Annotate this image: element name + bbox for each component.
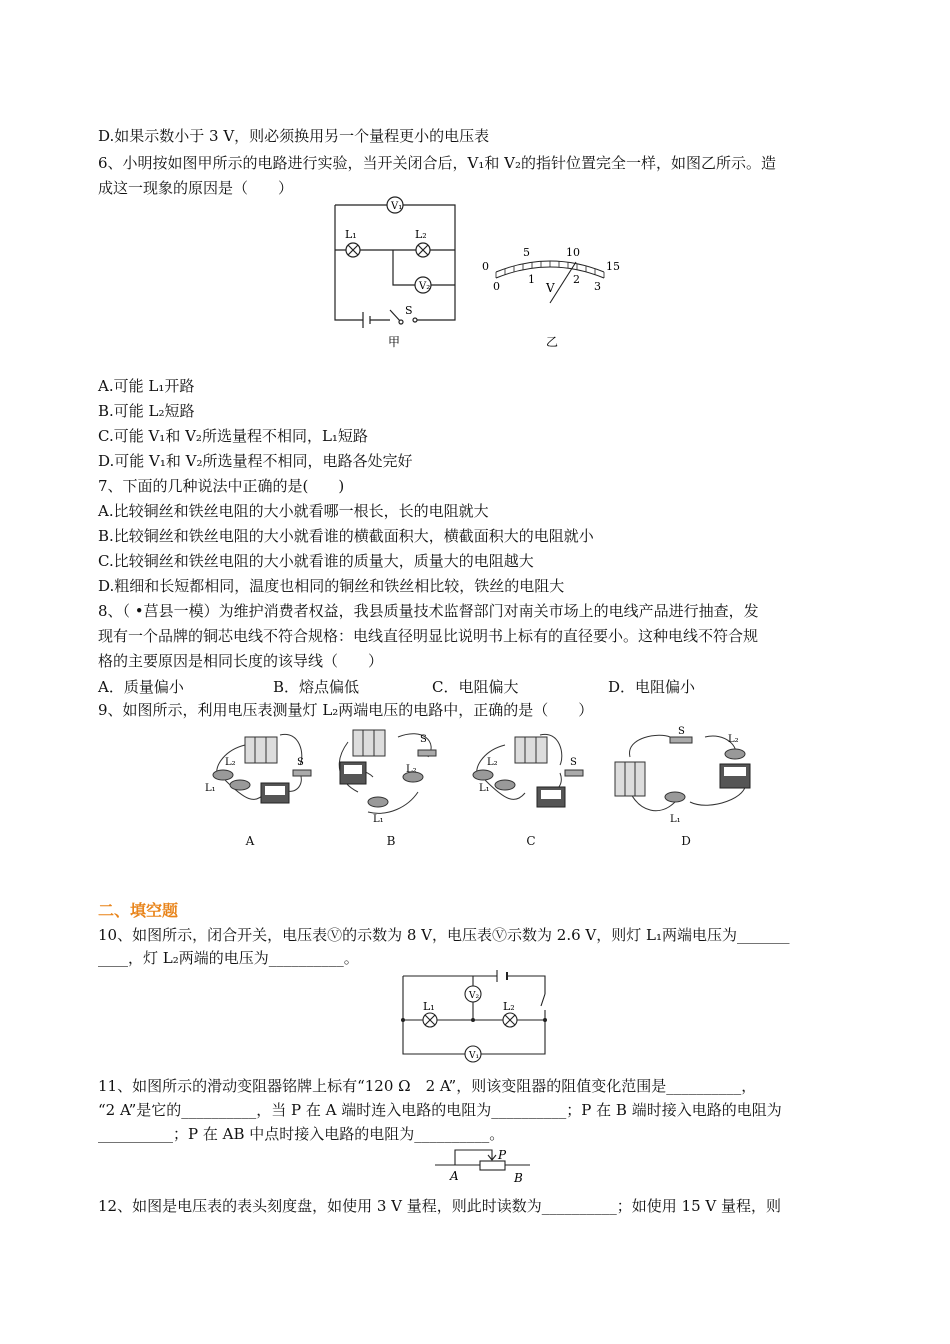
meter-inner-0: 0 [493,280,500,293]
q6-option-a: A.可能 L₁开路 [98,377,195,395]
q5-option-d: D.如果示数小于 3 V，则必须换用另一个量程更小的电压表 [98,127,490,145]
meter-outer-0: 0 [482,260,489,273]
fig9c-l2: L₂ [487,757,498,768]
q6-stem-2: 成这一现象的原因是（ ） [98,179,294,197]
q12-stem-1: 12、如图是电压表的表头刻度盘，如使用 3 V 量程，则此时读数为__________；如使用 15 V 量程，则 [98,1197,781,1215]
fig6-v1-label: V₁ [391,201,403,212]
fig9-circuit-a [205,725,330,825]
meter-inner-2: 2 [573,273,580,286]
meter-outer-15: 15 [606,260,620,273]
q9-stem: 9、如图所示，利用电压表测量灯 L₂两端电压的电路中，正确的是（ ） [98,701,594,719]
q11-stem-3: __________；P 在 AB 中点时接入电路的电阻为__________。 [98,1125,505,1143]
fig6-v2-label: V₂ [419,281,431,292]
fig11-a: A [450,1169,459,1183]
q7-option-b: B.比较铜丝和铁丝电阻的大小就看谁的横截面积大，横截面积大的电阻就小 [98,527,594,545]
fig9-caption-c: C [526,834,536,848]
fig11-p: P [498,1148,507,1162]
fig10-circuit [395,968,555,1063]
q10-stem-2: ____，灯 L₂两端的电压为__________。 [98,949,359,967]
q8-option-d: D．电阻偏小 [608,678,696,696]
q7-option-a: A.比较铜丝和铁丝电阻的大小就看哪一根长，长的电阻就大 [98,502,489,520]
section-heading-fill-blank: 二、填空题 [98,901,179,920]
fig6-l1-label: L₁ [345,228,357,241]
fig9b-l1: L₁ [373,814,384,825]
fig9-caption-d: D [681,834,691,848]
q8-stem-1: 8、（ •莒县一模）为维护消费者权益，我县质量技术监督部门对南关市场上的电线产品进行抽查，发 [98,602,759,620]
fig9d-l2: L₂ [728,734,739,745]
fig9c-s: S [570,757,577,768]
fig9-circuit-d [610,722,770,827]
q8-option-c: C．电阻偏大 [432,678,519,696]
q7-stem: 7、下面的几种说法中正确的是( ) [98,477,345,495]
q7-option-d: D.粗细和长短都相同，温度也相同的铜丝和铁丝相比较，铁丝的电阻大 [98,577,565,595]
fig9-circuit-c [465,725,590,825]
fig10-v1: V₁ [469,1051,480,1061]
fig9-caption-a: A [245,834,255,848]
fig6-caption-yi: 乙 [546,335,559,349]
q6-option-b: B.可能 L₂短路 [98,402,195,420]
q11-stem-1: 11、如图所示的滑动变阻器铭牌上标有“120 Ω 2 A”，则该变阻器的阻值变化范围是__________， [98,1077,757,1095]
q10-stem-1: 10、如图所示，闭合开关，电压表Ⓥ的示数为 8 V，电压表Ⓥ示数为 2.6 V，则灯 L₁两端电压为_______ [98,926,790,944]
q8-option-a: A．质量偏小 [98,678,184,696]
fig11-b: B [514,1171,523,1185]
fig9a-s: S [297,757,304,768]
meter-outer-10: 10 [566,246,580,259]
q7-option-c: C.比较铜丝和铁丝电阻的大小就看谁的质量大，质量大的电阻越大 [98,552,534,570]
fig9-circuit-b [328,722,453,827]
fig9d-s: S [678,726,685,737]
fig10-l1: L₁ [423,1000,435,1013]
fig10-l2: L₂ [503,1000,515,1013]
fig9-caption-b: B [386,834,396,848]
fig6-circuit-jia [325,190,465,350]
fig9a-l2: L₂ [225,757,236,768]
fig9c-l1: L₁ [479,783,490,794]
fig9b-s: S [420,734,427,745]
fig10-v2: V₂ [469,991,480,1001]
fig6-meter-yi [478,238,628,350]
q6-option-d: D.可能 V₁和 V₂所选量程不相同，电路各处完好 [98,452,413,470]
fig11-rheostat [430,1145,540,1185]
q6-stem-1: 6、小明按如图甲所示的电路进行实验，当开关闭合后，V₁和 V₂的指针位置完全一样，如图乙所示。造 [98,154,777,172]
fig6-caption-jia: 甲 [388,335,401,349]
meter-outer-5: 5 [523,246,530,259]
fig9d-l1: L₁ [670,814,681,825]
q8-stem-2: 现有一个品牌的铜芯电线不符合规格：电线直径明显比说明书上标有的直径要小。这种电线不符合规 [98,627,759,645]
fig6-l2-label: L₂ [415,228,427,241]
meter-unit: V [546,281,555,295]
fig6-s-label: S [405,304,413,317]
q8-option-b: B．熔点偏低 [273,678,360,696]
fig9b-l2: L₂ [406,764,417,775]
meter-inner-1: 1 [528,273,535,286]
fig9a-l1: L₁ [205,783,216,794]
meter-inner-3: 3 [594,280,601,293]
q8-stem-3: 格的主要原因是相同长度的该导线（ ） [98,652,384,670]
q6-option-c: C.可能 V₁和 V₂所选量程不相同，L₁短路 [98,427,368,445]
q11-stem-2: “2 A”是它的__________，当 P 在 A 端时连入电路的电阻为__________；P 在 B 端时接入电路的电阻为 [98,1101,782,1119]
